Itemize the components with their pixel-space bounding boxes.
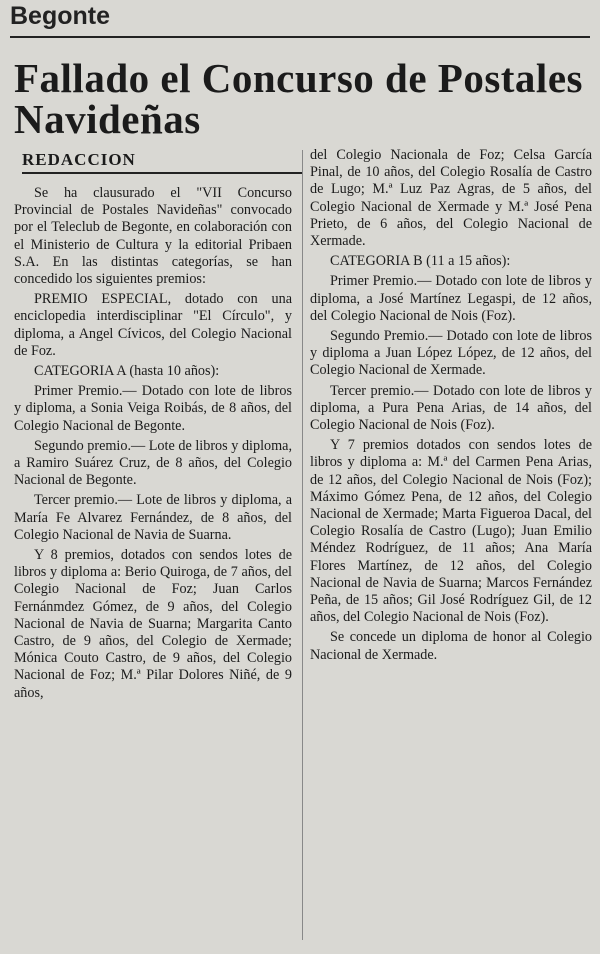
paragraph: Se concede un diploma de honor al Colegio Nacional de Xermade. [310,629,592,663]
paragraph: PREMIO ESPECIAL, dotado con una enciclopedia interdisciplinar "El Círculo", y diploma, a Angel Cívicos, del Colegio Nacional de Foz. [14,291,292,359]
paragraph: Primer Premio.— Dotado con lote de libros y diploma, a Sonia Veiga Roibás, de 8 años, del Colegio Nacional de Begonte. [14,383,292,434]
paragraph: Primer Premio.— Dotado con lote de libros y diploma, a José Martínez Legaspi, de 12 años, del Colegio Nacional de Nois (Foz). [310,273,592,324]
paragraph: Y 7 premios dotados con sendos lotes de libros y diploma a: M.ª del Carmen Pena Arias, de 12 años, del Colegio Nacional de Nois (Foz); Máximo Gómez Pena, de 12 años, del Colegio Nacional de Xermade; Marta Figueroa Dacal, del Colegio Rosalía de Castro (Lugo); Juan Emilio Méndez Rodríguez, de 11 años; Ana María Flores Martínez, de 12 años, del Colegio Nacional de Navia de Suarna; Marcos Fernández Peña, de 15 años; Gil José Rodríguez Gil, de 12 años, del Colegio Nacional de Nois (Foz). [310,437,592,626]
paragraph: Segundo premio.— Lote de libros y diploma, a Ramiro Suárez Cruz, de 8 años, del Colegio Nacional de Begonte. [14,437,292,489]
paragraph: Tercer premio.— Lote de libros y diploma, a María Fe Alvarez Fernández, de 8 años, del Colegio Nacional de Navia de Suarna. [14,492,292,543]
headline: Fallado el Concurso de Postales Navideñas [14,55,583,142]
section-title: Begonte [10,2,110,30]
paragraph: CATEGORIA B (11 a 15 años): [330,253,511,270]
paragraph: del Colegio Nacionala de Foz; Celsa García Pinal, de 10 años, del Colegio Rosalía de Castro de Lugo; M.ª Luz Paz Agras, de 5 años, del Colegio Nacional de Xermade y M.ª José Pena Prieto, de 6 años, del Colegio Nacional de Xermade. [310,147,592,250]
paragraph: Se ha clausurado el "VII Concurso Provincial de Postales Navideñas" convocado por el Teleclub de Begonte, en colaboración con el Ministerio de Cultura y la editorial Pribaen S.A. En las distintas categorías, se han concedido los siguientes premios: [14,185,292,288]
column-divider [302,150,303,940]
right-column [310,147,592,667]
paragraph: Segundo Premio.— Dotado con lote de libros y diploma a Juan López López, de 12 años, del Colegio Nacional de Xermade. [310,328,592,379]
paragraph: Y 8 premios, dotados con sendos lotes de libros y diploma a: Berio Quiroga, de 7 años, del Colegio Nacional de Foz; Juan Carlos Fernánmdez Gómez, de 9 años, del Colegio Nacional de Navia de Suarna; Margarita Canto Castro, de 9 años, del Colegio de Xermade; Mónica Couto Castro, de 9 años, del Colegio Nacional de Foz; M.ª Pilar Dolores Niñé, de 9 años, [14,547,292,701]
paragraph: Tercer premio.— Dotado con lote de libros y diploma, a Pura Pena Arias, de 14 años, del Colegio Nacional de Nois (Foz). [310,382,592,434]
left-column [14,185,292,705]
byline: REDACCION [22,150,302,174]
paragraph: CATEGORIA A (hasta 10 años): [34,363,220,380]
section-rule [10,36,590,38]
